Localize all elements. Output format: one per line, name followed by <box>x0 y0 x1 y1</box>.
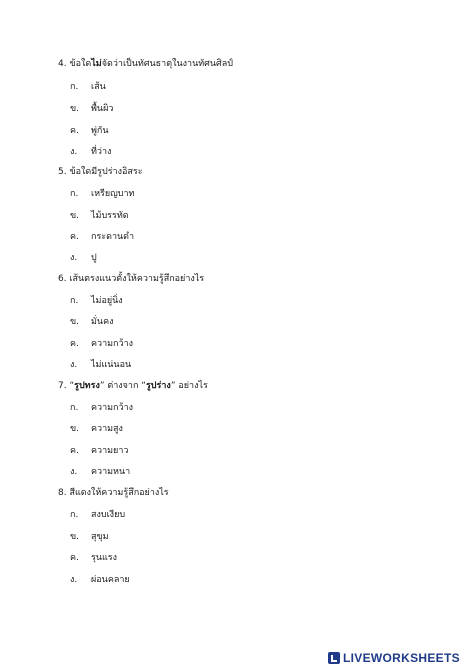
question-7: 7. “รูปทรง” ต่างจาก “รูปร่าง” อย่างไร <box>58 381 208 391</box>
question-5: 5. ข้อใดมีรูปร่างอิสระ <box>58 167 143 177</box>
brand-name: LIVEWORKSHEETS <box>343 651 460 665</box>
question-6: 6. เส้นตรงแนวตั้งให้ความรู้สึกอย่างไร <box>58 274 205 284</box>
worksheet-page: 4. ข้อใดไม่จัดว่าเป็นทัศนธาตุในงานทัศนศิลป์ ก. เส้น ข. พื้นผิว ค. พู่กัน ง. ที่ว่าง 5. ข้อใดมีรูปร่างอิสระ ก. เหรียญบาท ข. ไม้บรรทัด ค. กระดานดำ ง. ปู 6. เส้นตรงแนวตั้งให้ความรู้สึกอย่างไร ก. ไม่อยู่นิ่ง ข. มั่นคง ค. ความกว้าง ง. ไม่แน่นอน 7. “รูปทรง” ต่างจาก “รูปร่าง” อย่างไร ก. ความกว้าง ข. ความสูง ค. ความยาว ง. ความหนา 8. สีแดงให้ความรู้สึกอย่างไร ก. สงบเงียบ ข. สุขุม ค. รุนแรง ง. ผ่อนคลาย LIVEWORKSHEETS <box>58 59 460 665</box>
question-8: 8. สีแดงให้ความรู้สึกอย่างไร <box>58 488 169 498</box>
question-4: 4. ข้อใดไม่จัดว่าเป็นทัศนธาตุในงานทัศนศิลป์ <box>58 59 233 69</box>
liveworksheets-logo-icon <box>328 652 340 664</box>
liveworksheets-footer[interactable] <box>328 650 460 666</box>
